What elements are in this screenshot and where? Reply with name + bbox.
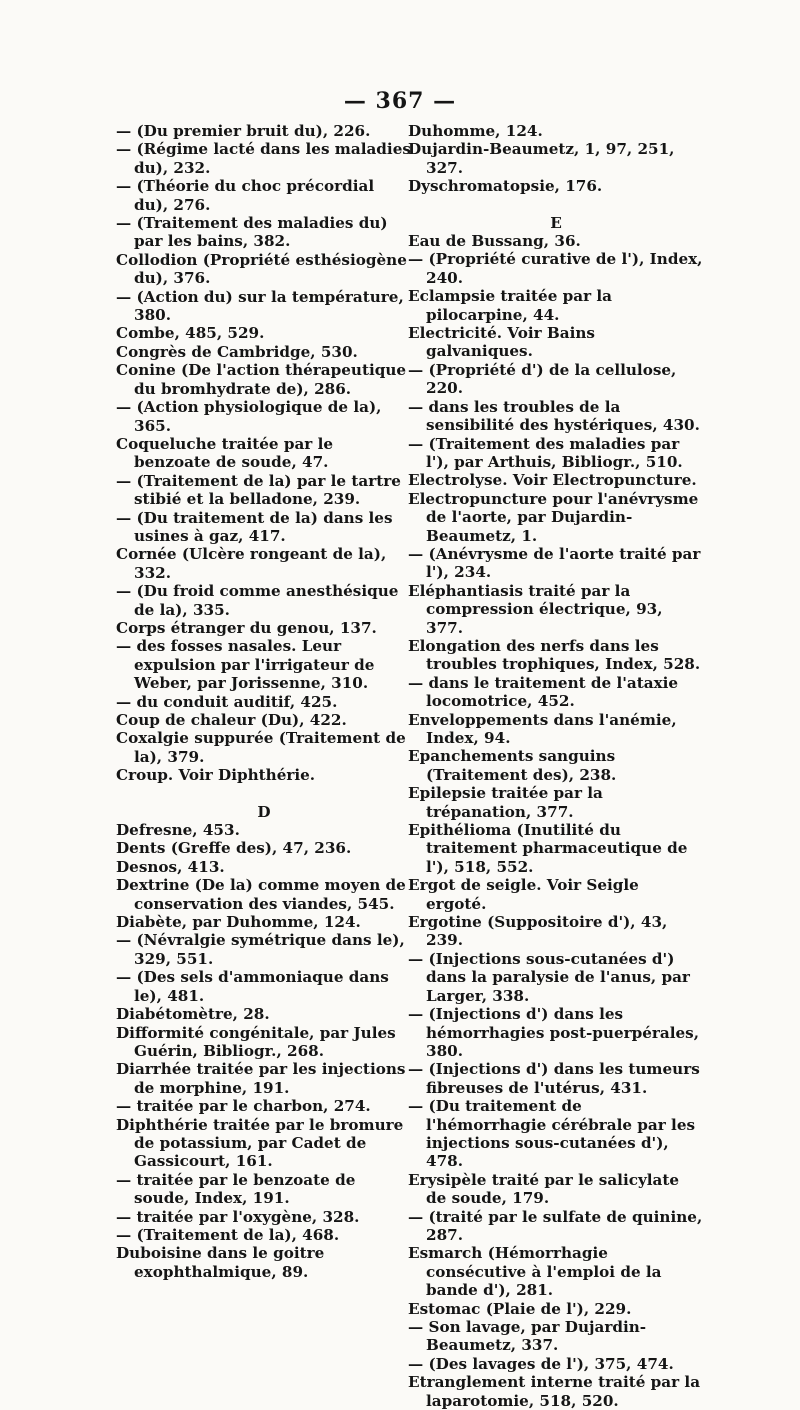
section-letter: E [550, 213, 562, 232]
index-entry: — (Injections sous-cutanées d') dans la paralysie de l'anus, par Larger, 338. [408, 949, 690, 1005]
index-entry: Ergotine (Suppositoire d'), 43, 239. [408, 913, 668, 950]
index-entry: Epilepsie traitée par la trépanation, 377. [408, 784, 603, 821]
index-entry: — traitée par l'oxygène, 328. [116, 1207, 360, 1226]
index-entry: — (Du premier bruit du), 226. [116, 122, 371, 140]
index-entry: Coxalgie suppurée (Traitement de la), 379. [116, 729, 406, 766]
index-entry: — (Des lavages de l'), 375, 474. [408, 1354, 674, 1373]
index-entry: Electropuncture pour l'anévrysme de l'aorte, par Dujardin-Beaumetz, 1. [408, 489, 699, 545]
index-entry: Eléphantiasis traité par la compression électrique, 93, 377. [408, 581, 663, 637]
index-entry: Epanchements sanguins (Traitement des), 238. [408, 747, 617, 784]
index-entry: — traitée par le benzoate de soude, Index, 191. [116, 1170, 356, 1208]
index-entry: Difformité congénitale, par Jules Guérin, Bibliogr., 268. [116, 1023, 396, 1060]
index-entry: — (Propriété curative de l'), Index, 240. [408, 250, 703, 287]
index-entry: — (Traitement de la), 468. [116, 1225, 340, 1244]
index-entry: — (Du traitement de l'hémorrhagie cérébrale par les injections sous-cutanées d'), 478. [408, 1097, 696, 1171]
index-entry: Electrolyse. Voir Electropuncture. [408, 471, 697, 490]
index-entry: Enveloppements dans l'anémie, Index, 94. [408, 710, 677, 747]
index-entry: Ergot de seigle. Voir Seigle ergoté. [408, 876, 639, 913]
index-entry: Defresne, 453. [116, 821, 240, 840]
index-entry: — (Traitement des maladies par l'), par Arthuis, Bibliogr., 510. [408, 434, 683, 471]
index-entry: — (Anévrysme de l'aorte traité par l'), 234. [408, 544, 701, 582]
section-spacer [116, 785, 412, 803]
index-entry: — (Du froid comme anesthésique de la), 335. [116, 582, 399, 619]
index-entry: Etranglement interne traité par la laparotomie, 518, 520. [408, 1373, 701, 1410]
index-entry: Duboisine dans le goitre exophthalmique, 89. [116, 1244, 325, 1281]
index-entry: — (Propriété d') de la cellulose, 220. [408, 360, 677, 398]
index-entry: — dans les troubles de la sensibilité des hystériques, 430. [408, 397, 700, 435]
index-entry: — (Injections d') dans les hémorrhagies post-puerpérales, 380. [408, 1005, 700, 1060]
index-entry: Dents (Greffe des), 47, 236. [116, 839, 352, 858]
index-entry: — (Des sels d'ammoniaque dans le), 481. [116, 968, 389, 1005]
index-entry: Erysipèle traité par le salicylate de soude, 179. [408, 1170, 680, 1208]
index-entry: Duhomme, 124. [408, 122, 543, 140]
index-entry: Diabétomètre, 28. [116, 1005, 270, 1024]
section-spacer [408, 196, 704, 214]
index-entry: Collodion (Propriété esthésiogène du), 376. [116, 250, 407, 288]
index-entry: Dujardin-Beaumetz, 1, 97, 251, 327. [408, 140, 675, 177]
index-entry: Combe, 485, 529. [116, 324, 265, 343]
index-entry: Diabète, par Duhomme, 124. [116, 913, 361, 932]
index-entry: Croup. Voir Diphthérie. [116, 766, 316, 785]
index-entry: — (traité par le sulfate de quinine, 287. [408, 1207, 703, 1244]
index-entry: — (Injections d') dans les tumeurs fibreuses de l'utérus, 431. [408, 1060, 700, 1097]
index-entry: Corps étranger du genou, 137. [116, 618, 377, 637]
index-column-right [408, 122, 704, 1410]
index-entry: Estomac (Plaie de l'), 229. [408, 1299, 632, 1318]
index-entry: — (Névralgie symétrique dans le), 329, 551. [116, 931, 405, 968]
index-entry: — des fosses nasales. Leur expulsion par l'irrigateur de Weber, par Jorissenne, 310. [116, 637, 375, 693]
index-entry: Eau de Bussang, 36. [408, 232, 581, 251]
index-entry: Congrès de Cambridge, 530. [116, 342, 358, 361]
index-entry: Eclampsie traitée par la pilocarpine, 44. [408, 287, 613, 324]
index-entry: Conine (De l'action thérapeutique du bromhydrate de), 286. [116, 361, 407, 398]
index-entry: — (Traitement de la) par le tartre stibié et la belladone, 239. [116, 471, 401, 509]
index-entry: Coup de chaleur (Du), 422. [116, 711, 347, 729]
index-entry: Epithélioma (Inutilité du traitement pharmaceutique de l'), 518, 552. [408, 821, 688, 876]
index-column-left [116, 122, 412, 1281]
index-entry: Elongation des nerfs dans les troubles trophiques, Index, 528. [408, 636, 701, 674]
index-entry: Esmarch (Hémorrhagie consécutive à l'emploi de la bande d'), 281. [408, 1244, 662, 1300]
index-entry: — du conduit auditif, 425. [116, 692, 338, 711]
index-entry: Dyschromatopsie, 176. [408, 177, 603, 196]
index-entry: — (Régime lacté dans les maladies du), 232. [116, 140, 411, 177]
index-entry: Coqueluche traitée par le benzoate de soude, 47. [116, 434, 334, 472]
index-entry: — traitée par le charbon, 274. [116, 1097, 371, 1116]
index-entry: Electricité. Voir Bains galvaniques. [408, 324, 595, 361]
index-entry: — Son lavage, par Dujardin-Beaumetz, 337. [408, 1318, 647, 1355]
index-entry: — dans le traitement de l'ataxie locomotrice, 452. [408, 673, 679, 711]
index-entry: Dextrine (De la) comme moyen de conservation des viandes, 545. [116, 876, 406, 913]
index-entry: — (Action du) sur la température, 380. [116, 287, 404, 325]
section-letter: D [257, 802, 271, 821]
index-entry: Diarrhée traitée par les injections de morphine, 191. [116, 1060, 406, 1097]
index-entry: — (Action physiologique de la), 365. [116, 398, 382, 435]
index-entry: Diphthérie traitée par le bromure de potassium, par Cadet de Gassicourt, 161. [116, 1115, 404, 1171]
index-entry: — (Théorie du choc précordial du), 276. [116, 177, 375, 214]
index-entry: Cornée (Ulcère rongeant de la), 332. [116, 545, 387, 582]
page-number: — 367 — [343, 88, 457, 114]
index-entry: Desnos, 413. [116, 857, 225, 876]
index-entry: — (Du traitement de la) dans les usines à gaz, 417. [116, 508, 393, 545]
index-entry: — (Traitement des maladies du) par les bains, 382. [116, 214, 388, 251]
